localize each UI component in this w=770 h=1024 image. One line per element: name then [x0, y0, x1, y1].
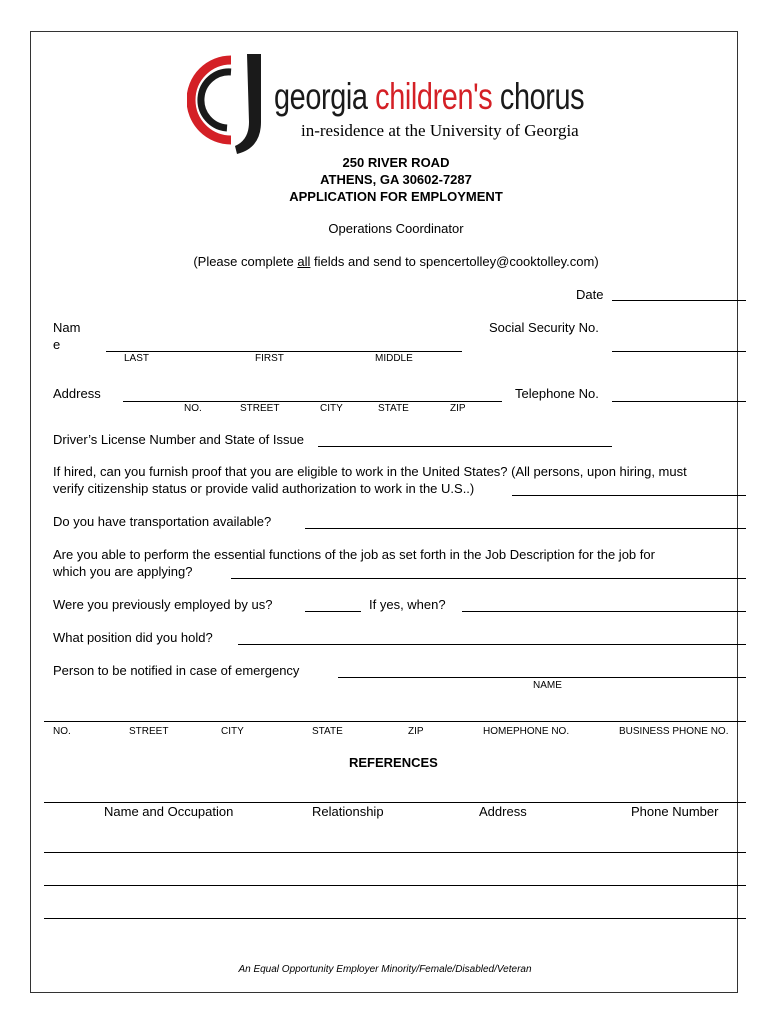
- ref-col-phone: Phone Number: [631, 804, 719, 819]
- name-sub-middle: MIDDLE: [375, 353, 413, 364]
- instructions-pre: (Please complete: [193, 254, 298, 269]
- ref-col-address: Address: [479, 804, 527, 819]
- emergency-sub-businessphone: BUSINESS PHONE NO.: [619, 726, 729, 737]
- functions-question-line2: which you are applying?: [53, 564, 193, 579]
- logo-word-chorus: chorus: [492, 76, 585, 117]
- position-held-question: What position did you hold?: [53, 630, 213, 645]
- emergency-sub-state: STATE: [312, 726, 343, 737]
- if-yes-label: If yes, when?: [369, 597, 446, 612]
- address-sub-no: NO.: [184, 403, 202, 414]
- logo-wordmark: [274, 76, 584, 118]
- address-sub-state: STATE: [378, 403, 409, 414]
- prev-employed-question: Were you previously employed by us?: [53, 597, 273, 612]
- date-field[interactable]: [612, 300, 746, 301]
- proof-question-line2: verify citizenship status or provide valid authorization to work in the U.S..): [53, 481, 475, 496]
- if-yes-when-field[interactable]: [462, 611, 746, 612]
- emergency-sub-homephone: HOMEPHONE NO.: [483, 726, 570, 737]
- functions-answer-field[interactable]: [231, 578, 746, 579]
- proof-answer-field[interactable]: [512, 495, 746, 496]
- position-held-field[interactable]: [238, 644, 746, 645]
- emergency-sub-zip: ZIP: [408, 726, 424, 737]
- references-heading: REFERENCES: [349, 755, 438, 770]
- position-title: Operations Coordinator: [328, 221, 464, 236]
- name-sub-last: LAST: [124, 353, 150, 364]
- address-field[interactable]: [123, 401, 502, 402]
- org-address-line1: 250 RIVER ROAD: [342, 155, 450, 170]
- telephone-field[interactable]: [612, 401, 746, 402]
- logo-word-childrens: children's: [375, 76, 493, 117]
- transport-question: Do you have transportation available?: [53, 514, 272, 529]
- name-field[interactable]: [106, 351, 462, 352]
- gcc-logo-mark: [187, 52, 277, 156]
- org-address-line2: ATHENS, GA 30602-7287: [320, 172, 472, 187]
- date-label: Date: [576, 287, 604, 302]
- address-sub-city: CITY: [320, 403, 343, 414]
- emergency-name-sub: NAME: [533, 680, 562, 691]
- references-top-rule: [44, 802, 746, 803]
- instructions-all: all: [297, 254, 311, 269]
- instructions-post: fields and send to spencertolley@cooktolley.com): [310, 254, 599, 269]
- form-title: APPLICATION FOR EMPLOYMENT: [289, 189, 503, 204]
- transport-answer-field[interactable]: [305, 528, 746, 529]
- name-sub-first: FIRST: [255, 353, 284, 364]
- logo-word-georgia: georgia: [274, 76, 376, 117]
- address-label: Address: [53, 386, 101, 401]
- emergency-name-field[interactable]: [338, 677, 746, 678]
- address-sub-zip: ZIP: [450, 403, 466, 414]
- functions-question-line1: Are you able to perform the essential functions of the job as set forth in the Job Description for the job for: [53, 547, 655, 562]
- name-label-1: Nam: [53, 320, 81, 335]
- license-field[interactable]: [318, 446, 612, 447]
- reference-row-1-field[interactable]: [44, 852, 746, 853]
- ssn-label: Social Security No.: [489, 320, 599, 335]
- address-sub-street: STREET: [240, 403, 280, 414]
- instructions: [0, 254, 770, 269]
- emergency-sub-city: CITY: [221, 726, 244, 737]
- proof-question-line1: If hired, can you furnish proof that you are eligible to work in the United States? (All persons, upon hiring, must: [53, 464, 687, 479]
- logo-subtitle: in-residence at the University of Georgia: [301, 121, 579, 140]
- ref-col-name-occupation: Name and Occupation: [104, 804, 234, 819]
- ssn-field[interactable]: [612, 351, 746, 352]
- name-label-2: e: [53, 337, 61, 352]
- emergency-sub-street: STREET: [129, 726, 169, 737]
- license-label: Driver’s License Number and State of Issue: [53, 432, 304, 447]
- emergency-address-field[interactable]: [44, 721, 746, 722]
- eeo-footer: An Equal Opportunity Employer Minority/Female/Disabled/Veteran: [238, 964, 532, 975]
- reference-row-2-field[interactable]: [44, 885, 746, 886]
- emergency-contact-label: Person to be notified in case of emergency: [53, 663, 300, 678]
- reference-row-3-field[interactable]: [44, 918, 746, 919]
- prev-employed-field[interactable]: [305, 611, 361, 612]
- telephone-label: Telephone No.: [515, 386, 599, 401]
- ref-col-relationship: Relationship: [312, 804, 384, 819]
- emergency-sub-no: NO.: [53, 726, 71, 737]
